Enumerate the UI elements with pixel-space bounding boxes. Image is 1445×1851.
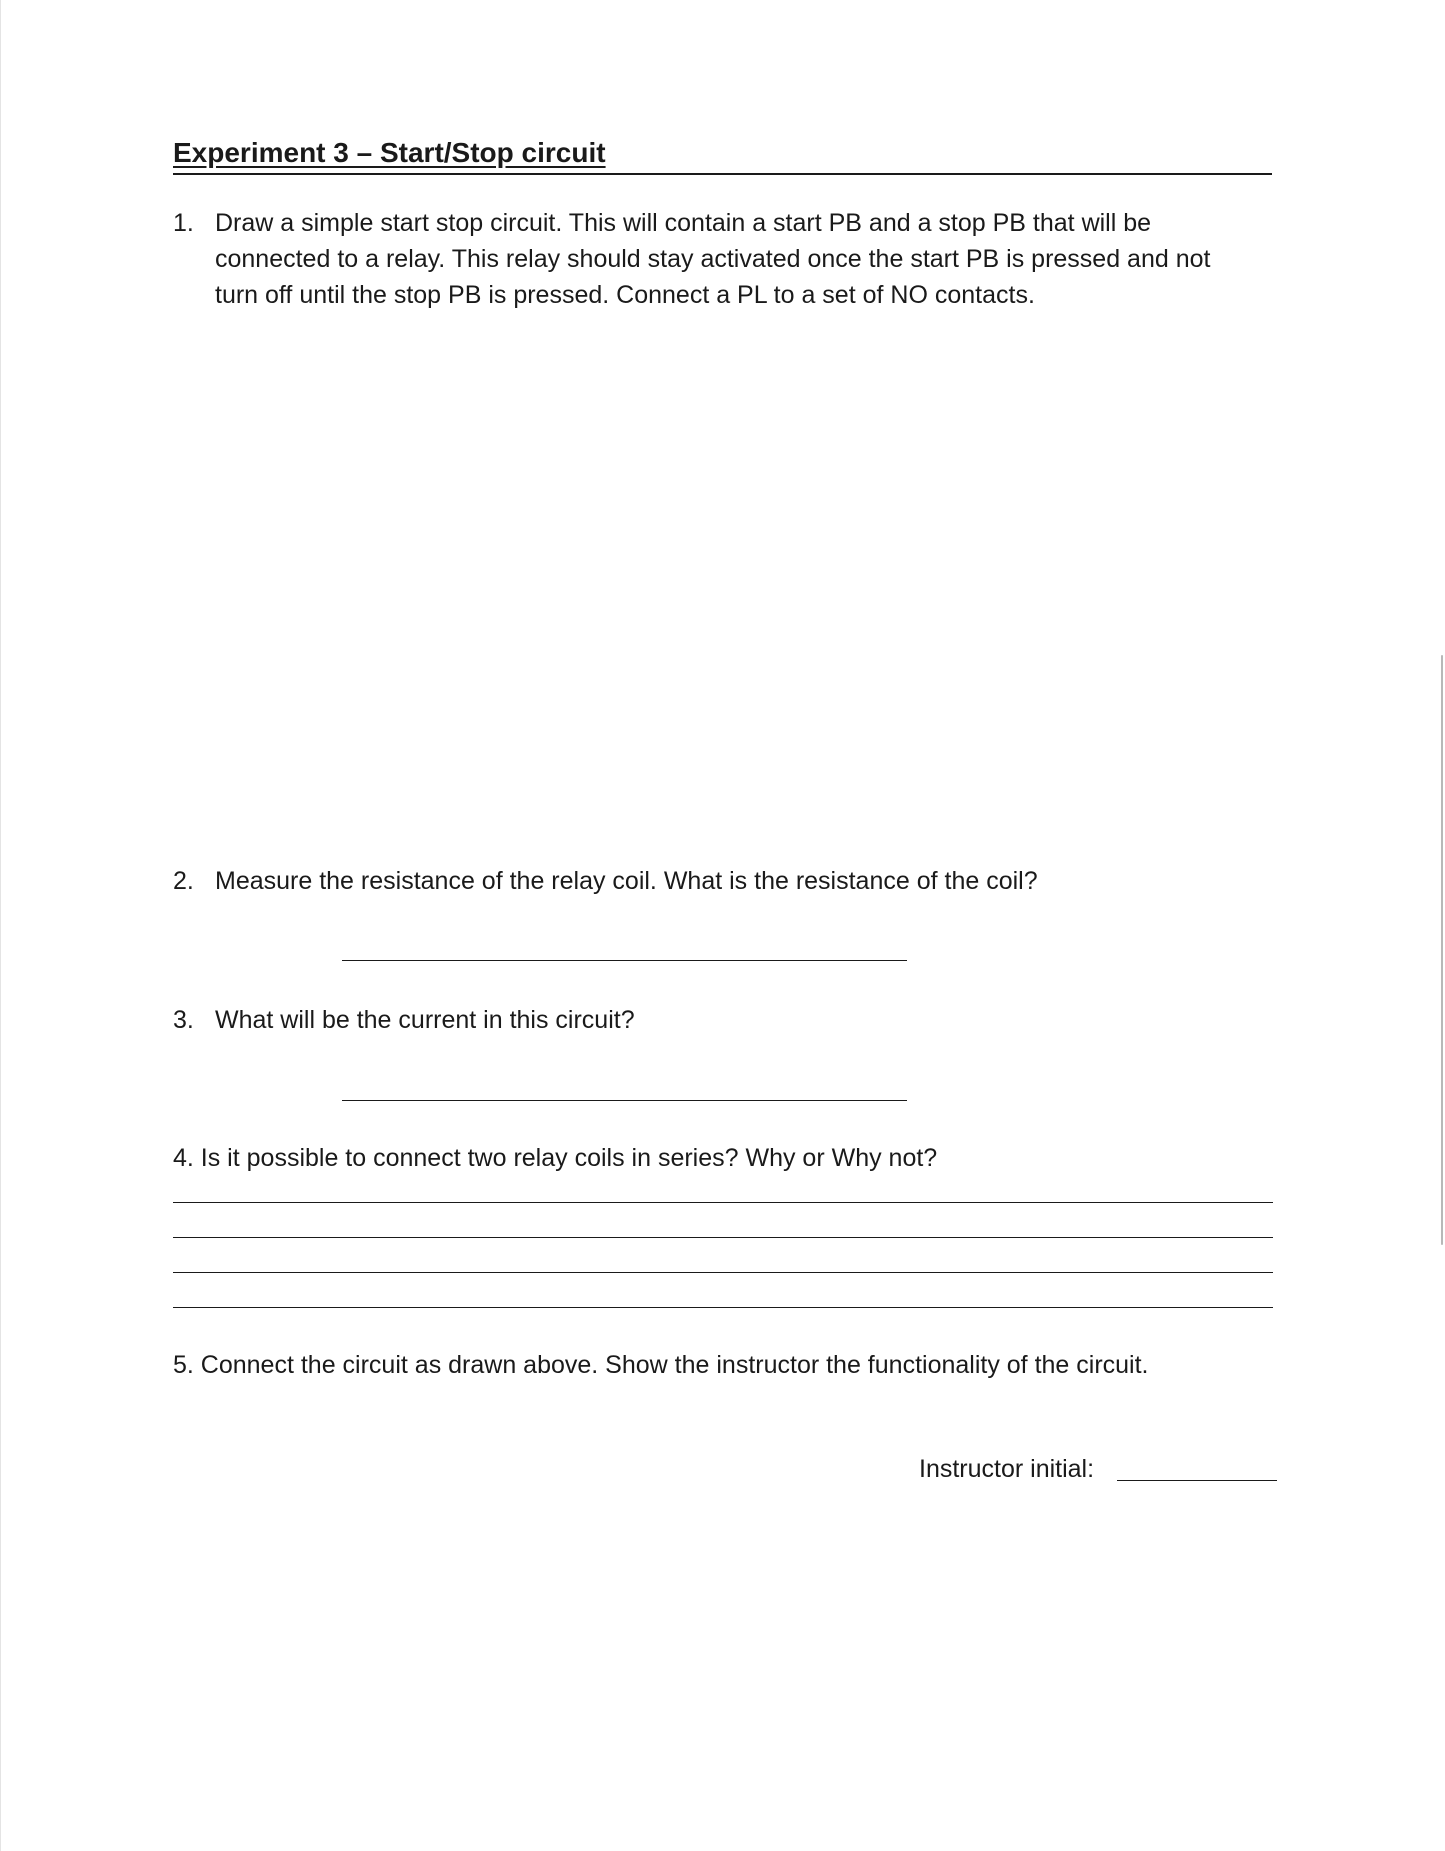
question-3-number: 3.: [173, 1006, 194, 1034]
question-2-number: 2.: [173, 867, 194, 895]
question-1-number: 1.: [173, 209, 194, 237]
answer-line-question-3: [342, 1100, 907, 1101]
question-2-text: Measure the resistance of the relay coil. What is the resistance of the coil?: [215, 867, 1038, 895]
question-4-text: 4. Is it possible to connect two relay coils in series? Why or Why not?: [173, 1144, 938, 1172]
answer-line-question-2: [342, 960, 907, 961]
answer-line-question-4: [173, 1307, 1273, 1308]
question-1-text: Draw a simple start stop circuit. This will contain a start PB and a stop PB that will be connected to a relay. This relay should stay activated once the start PB is pressed and not turn off until the stop PB is pressed. Connect a PL to a set of NO contacts.: [215, 209, 1211, 309]
question-5-text: 5. Connect the circuit as drawn above. Show the instructor the functionality of the circuit.: [173, 1351, 1149, 1379]
title-row: [173, 135, 1272, 175]
answer-line-question-4: [173, 1202, 1273, 1203]
scrollbar[interactable]: [1441, 655, 1443, 1245]
page-title: Experiment 3 – Start/Stop circuit: [173, 137, 606, 168]
question-3-text: What will be the current in this circuit?: [215, 1006, 635, 1034]
instructor-initial-line: [1117, 1480, 1277, 1481]
answer-line-question-4: [173, 1272, 1273, 1273]
answer-line-question-4: [173, 1237, 1273, 1238]
instructor-initial-label: Instructor initial:: [919, 1455, 1095, 1483]
